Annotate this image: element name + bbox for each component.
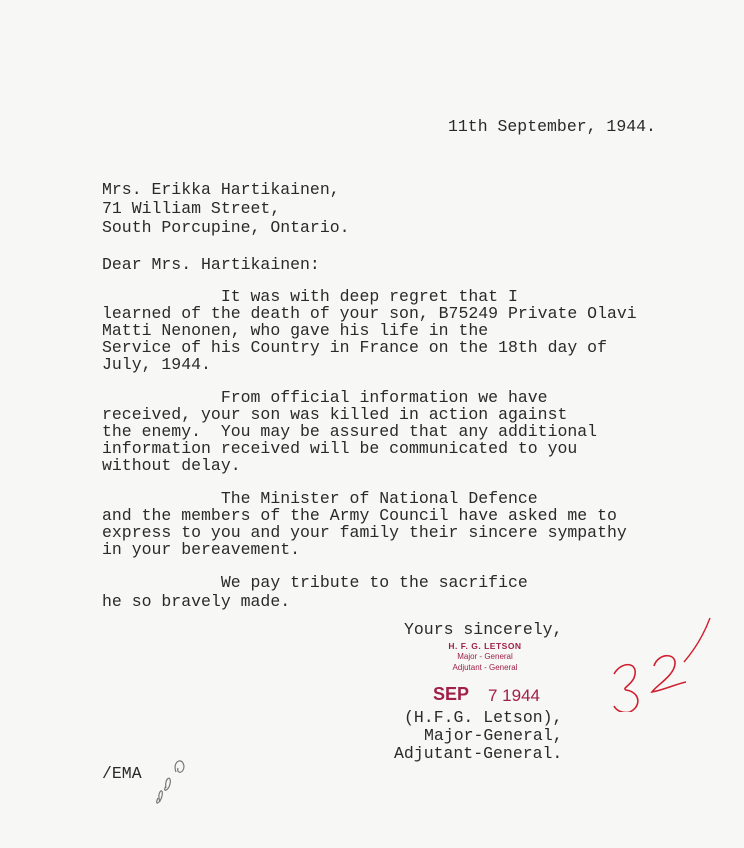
stamp-date-rest: 7 1944	[488, 686, 540, 705]
signer-title: Adjutant-General.	[394, 744, 563, 763]
handwritten-initials-mark	[150, 752, 195, 812]
recipient-city: South Porcupine, Ontario.	[102, 218, 350, 237]
signer-name: (H.F.G. Letson),	[404, 708, 563, 727]
body-line: express to you and your family their sincere sympathy	[102, 523, 627, 542]
body-line: Matti Nenonen, who gave his life in the	[102, 321, 489, 340]
signer-rank: Major-General,	[424, 726, 563, 745]
stamp-rank: Major - General	[457, 652, 513, 661]
body-line: and the members of the Army Council have asked me to	[102, 506, 617, 525]
body-line: It was with deep regret that I	[102, 287, 518, 306]
body-line: without delay.	[102, 456, 241, 475]
reference-initials: /EMA	[102, 764, 142, 783]
body-line: the enemy. You may be assured that any additional	[102, 422, 598, 441]
closing: Yours sincerely,	[404, 620, 563, 639]
body-line: he so bravely made.	[102, 592, 291, 611]
stamp-title: Adjutant - General	[452, 663, 518, 672]
handwritten-number-mark	[600, 612, 720, 712]
body-line: information received will be communicated to you	[102, 439, 578, 458]
stamp-name: H. F. G. LETSON	[448, 641, 522, 651]
stamp-date-month: SEP	[433, 684, 470, 704]
body-line: July, 1944.	[102, 355, 211, 374]
body-line: learned of the death of your son, B75249 Private Olavi	[102, 304, 637, 323]
body-line: in your bereavement.	[102, 540, 301, 559]
body-line: We pay tribute to the sacrifice	[102, 573, 528, 592]
recipient-name: Mrs. Erikka Hartikainen,	[102, 180, 340, 199]
body-line: Service of his Country in France on the 18th day of	[102, 338, 607, 357]
salutation: Dear Mrs. Hartikainen:	[102, 255, 320, 274]
body-line: From official information we have	[102, 388, 548, 407]
recipient-street: 71 William Street,	[102, 199, 281, 218]
letter-date: 11th September, 1944.	[448, 117, 656, 136]
body-line: received, your son was killed in action against	[102, 405, 568, 424]
body-line: The Minister of National Defence	[102, 489, 538, 508]
